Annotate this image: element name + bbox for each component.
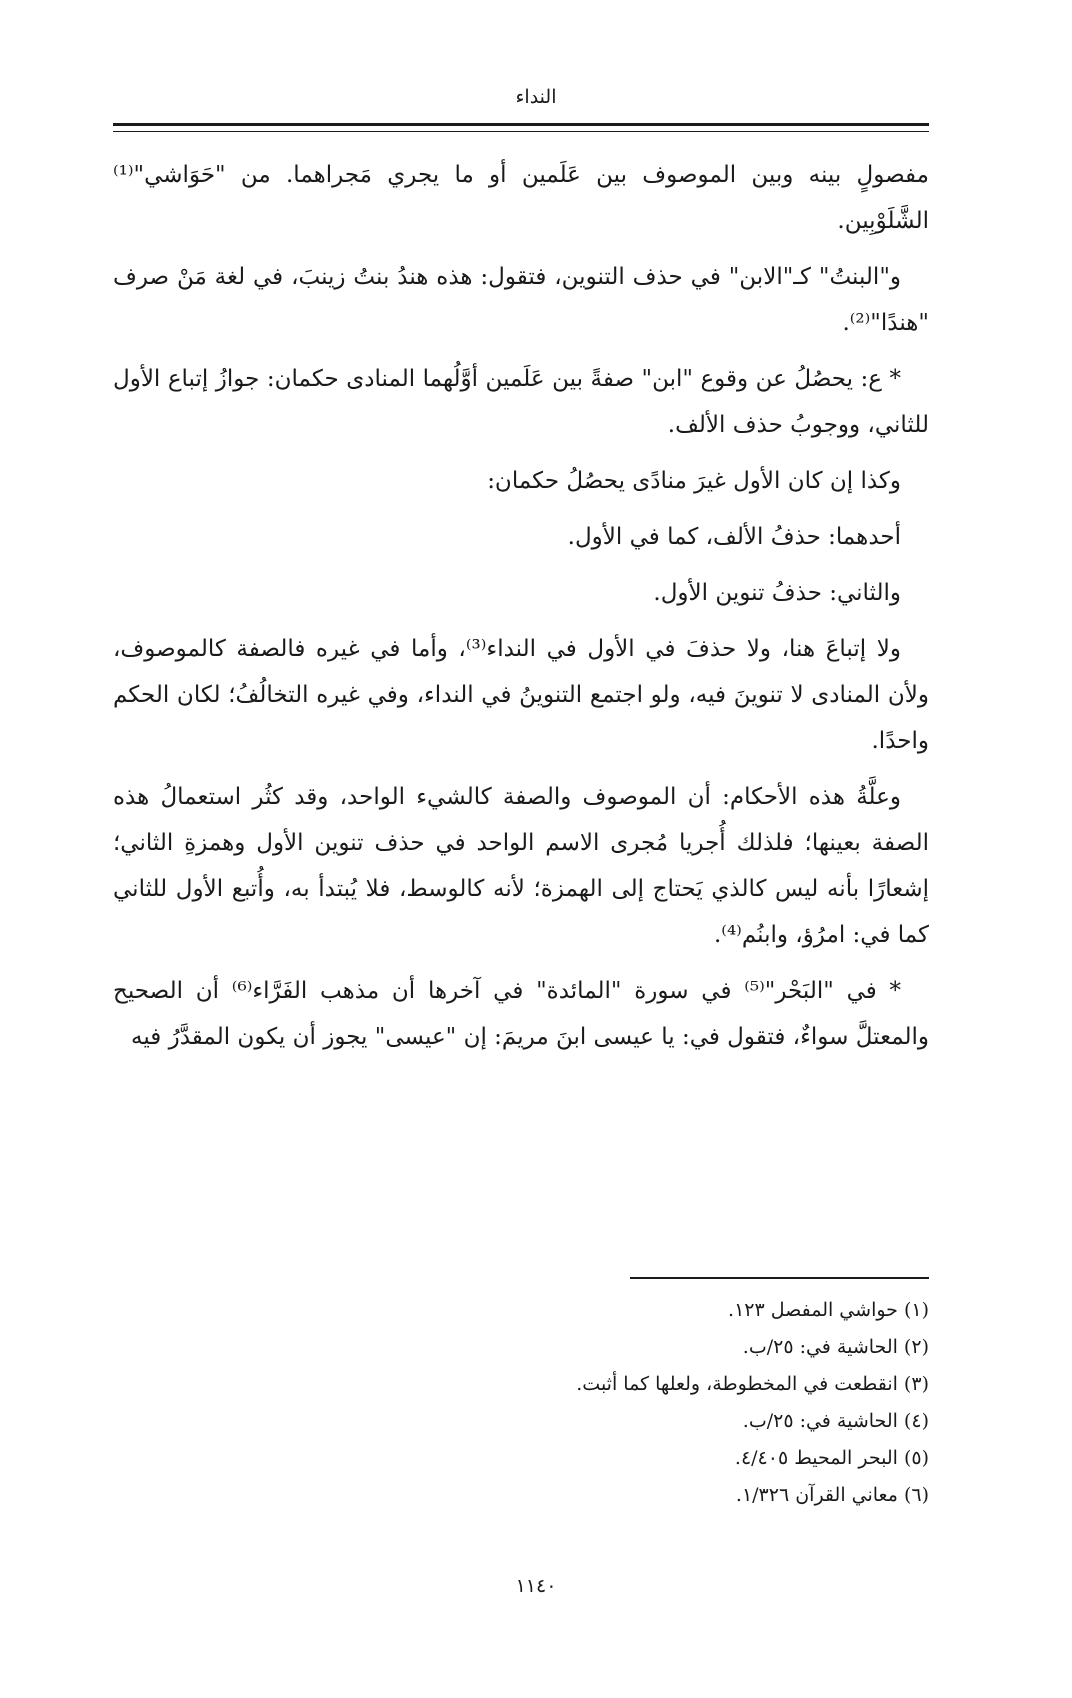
- footnote: (٤) الحاشية في: ٢٥/ب.: [742, 1410, 929, 1432]
- header-double-rule: [113, 123, 929, 135]
- footnote-separator: [630, 1277, 929, 1279]
- paragraph: * ع: يحصُلُ عن وقوع "ابن" صفةً بين عَلَمين أوَّلُهما المنادى حكمان: جوازُ إتباع الأول للثاني، ووجوبُ حذف الألف.: [113, 366, 929, 438]
- running-title: النداء: [515, 86, 557, 108]
- paragraph: و"البنتُ" كـ"الابن" في حذف التنوين، فتقول: هذه هندُ بنتُ زينبَ، في لغة مَنْ صرف "هندًا"⁽²⁾.: [113, 264, 929, 336]
- header-rule-thick: [113, 123, 929, 126]
- paragraph: والثاني: حذفُ تنوين الأول.: [653, 580, 901, 606]
- paragraph: * في "البَحْر"⁽⁵⁾ في سورة "المائدة" في آخرها أن مذهب الفَرَّاء⁽⁶⁾ أن الصحيح والمعتلَّ سواءٌ، فتقول في: يا عيسى ابنَ مريمَ: إن "عيسى" يجوز أن يكون المقدَّرُ فيه: [113, 978, 929, 1050]
- header-rule-thin: [113, 131, 929, 132]
- paragraph: أحدهما: حذفُ الألف، كما في الأول.: [567, 524, 901, 550]
- footnote: (١) حواشي المفصل ١٢٣.: [728, 1299, 929, 1321]
- footnote: (٥) البحر المحيط ٤/٤٠٥.: [734, 1447, 929, 1469]
- footnote: (٦) معاني القرآن ١/٣٢٦.: [735, 1484, 929, 1506]
- paragraph: ولا إتباعَ هنا، ولا حذفَ في الأول في النداء⁽³⁾، وأما في غيره فالصفة كالموصوف، ولأن المنادى لا تنوينَ فيه، ولو اجتمع التنوينُ في النداء، وفي غيره التخالُفُ؛ لكان الحكم واحدًا.: [113, 636, 929, 754]
- paragraph: وكذا إن كان الأول غيرَ منادًى يحصُلُ حكمان:: [487, 468, 901, 494]
- paragraph: وعلَّةُ هذه الأحكام: أن الموصوف والصفة كالشيء الواحد، وقد كثُر استعمالُ هذه الصفة بعينها؛ فلذلك أُجريا مُجرى الاسم الواحد في حذف تنوين الأول وهمزةِ الثاني؛ إشعارًا بأنه ليس كالذي يَحتاج إلى الهمزة؛ لأنه كالوسط، فلا يُبتدأ به، وأُتبع الأول للثاني كما في: امرُؤ، وابنُم⁽⁴⁾.: [113, 784, 929, 948]
- main-text: [113, 152, 929, 1070]
- paragraph: مفصولٍ بينه وبين الموصوف بين عَلَمين أو ما يجري مَجراهما. من "حَوَاشي"⁽¹⁾ الشَّلَوْبِين.: [113, 162, 929, 234]
- footnote: (٢) الحاشية في: ٢٥/ب.: [742, 1336, 929, 1358]
- footnotes: [113, 1292, 929, 1514]
- page-number: ١١٤٠: [515, 1575, 557, 1597]
- footnote: (٣) انقطعت في المخطوطة، ولعلها كما أثبت.: [576, 1373, 929, 1395]
